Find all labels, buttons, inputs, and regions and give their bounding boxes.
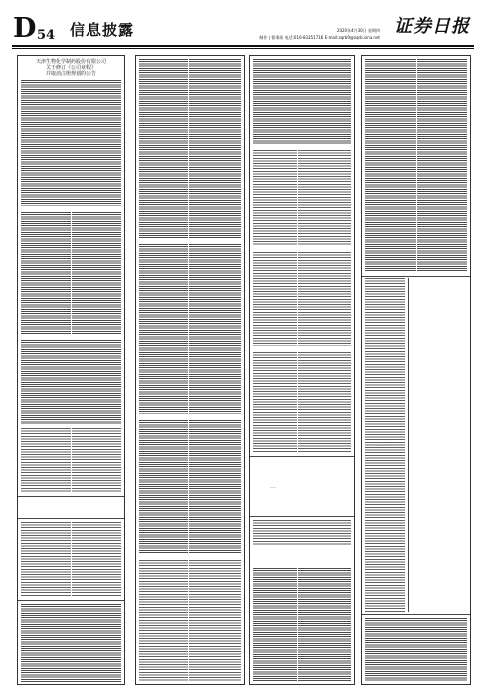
table-empty-cell [21, 498, 121, 516]
table-rule [362, 276, 470, 277]
section-title: 信息披露 [70, 21, 135, 39]
newspaper-logo: 证券日报 [394, 16, 470, 37]
body-text-block [365, 618, 467, 682]
table-empty-cell [408, 278, 467, 612]
table-block [21, 428, 121, 492]
table-empty-cell [253, 458, 351, 514]
column-1 [17, 55, 125, 685]
page-letter: D [13, 13, 37, 44]
table-block [253, 352, 351, 452]
body-text-block [21, 604, 121, 682]
editor-line: 制作 | 曹秉琛 电话:010-83251716 E-mail:zqrb9@zqrb.sina.net [259, 35, 380, 40]
issue-date: 2020年4月30日 星期四 [336, 28, 380, 33]
table-rule [250, 516, 354, 517]
masthead-rule-thick [12, 45, 474, 47]
empty-cell-dash: —— [270, 485, 276, 489]
masthead [0, 0, 484, 50]
table-block [253, 150, 351, 246]
empty-cell-dash: —— [422, 673, 428, 677]
empty-cell-dash: —— [380, 443, 386, 447]
body-text-block [21, 340, 121, 424]
article-title-line: 并取消注册规划的公告 [45, 71, 96, 77]
column-2 [135, 55, 245, 685]
article-title [18, 56, 124, 78]
body-text-block [253, 568, 351, 682]
table-rule [362, 614, 470, 615]
table-block [21, 522, 121, 596]
page-number: 54 [37, 28, 56, 43]
article-title-line: 天津生物化学制药股份有限公司 [35, 59, 106, 65]
table-empty-cell [253, 548, 351, 564]
body-text-block [139, 59, 241, 239]
body-text-block [365, 59, 467, 271]
table-block [139, 560, 241, 682]
table-rule [250, 456, 354, 457]
table-rule [18, 496, 124, 497]
article-title-line: 关于修订《公司章程》 [45, 65, 96, 71]
body-text-block [139, 244, 241, 414]
body-text-block [139, 420, 241, 554]
table-block [253, 520, 351, 546]
table-block [253, 252, 351, 346]
column-4 [361, 55, 471, 685]
body-text-block [21, 212, 121, 334]
masthead-rule-thin [12, 48, 474, 49]
table-rule [18, 600, 124, 601]
body-text-block [21, 80, 121, 206]
column-3 [249, 55, 355, 685]
body-text-block [253, 59, 351, 145]
table-rule [18, 518, 124, 519]
